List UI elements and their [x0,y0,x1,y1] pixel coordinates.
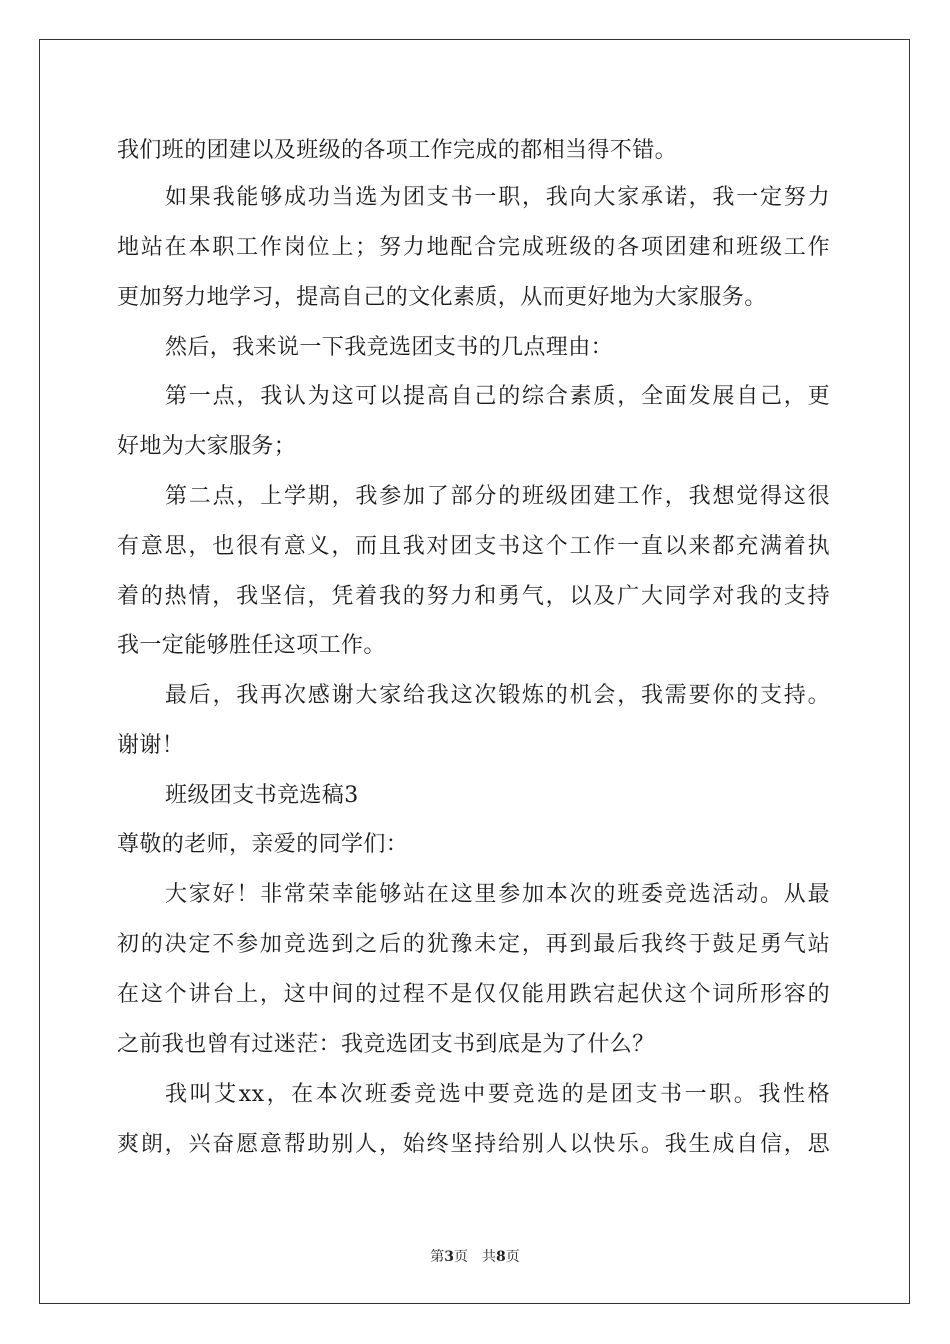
text-line: 最后，我再次感谢大家给我这次锻炼的机会，我需要你的支持。 [165,683,830,708]
page-suffix: 页 [454,1249,468,1265]
text-line: 我们班的团建以及班级的各项工作完成的都相当得不错。 [117,138,678,163]
text-line: 在这个讲台上，这中间的过程不是仅仅能用跌宕起伏这个词所形容的 [117,982,830,1007]
text-line: 地站在本职工作岗位上；努力地配合完成班级的各项团建和班级工作 [117,235,830,260]
text-line: 更加努力地学习，提高自己的文化素质，从而更好地为大家服务。 [117,285,767,310]
page-prefix: 第 [430,1249,445,1265]
page-border [39,39,910,1304]
salutation: 尊敬的老师，亲爱的同学们： [117,832,409,857]
page-footer [0,1248,950,1266]
total-suffix: 页 [505,1249,520,1265]
total-prefix: 共 [482,1249,496,1265]
text-line: 如果我能够成功当选为团支书一职，我向大家承诺，我一定努力 [165,185,830,210]
total-pages: 8 [496,1249,506,1265]
text-line: 着的热情，我坚信，凭着我的努力和勇气，以及广大同学对我的支持 [117,584,830,609]
text-line: 第一点，我认为这可以提高自己的综合素质，全面发展自己，更 [165,384,830,409]
text-line: 好地为大家服务； [117,434,297,459]
text-line: 谢谢！ [117,733,185,758]
text-line: 爽朗，兴奋愿意帮助别人，始终坚持给别人以快乐。我生成自信，思 [117,1132,830,1157]
text-line: 大家好！非常荣幸能够站在这里参加本次的班委竞选活动。从最 [165,882,830,907]
text-line: 我一定能够胜任这项工作。 [117,633,386,658]
text-line: 初的决定不参加竞选到之后的犹豫未定，再到最后我终于鼓足勇气站 [117,932,830,957]
text-line: 我叫艾xx，在本次班委竞选中要竞选的是团支书一职。我性格 [165,1082,830,1107]
text-line: 然后，我来说一下我竞选团支书的几点理由： [165,335,614,360]
section-heading: 班级团支书竞选稿3 [165,783,359,808]
text-line: 有意思，也很有意义，而且我对团支书这个工作一直以来都充满着执 [117,534,830,559]
page-number: 3 [444,1249,454,1265]
text-line: 之前我也曾有过迷茫：我竞选团支书到底是为了什么？ [117,1032,655,1057]
text-line: 第二点，上学期，我参加了部分的班级团建工作，我想觉得这很 [165,484,830,509]
